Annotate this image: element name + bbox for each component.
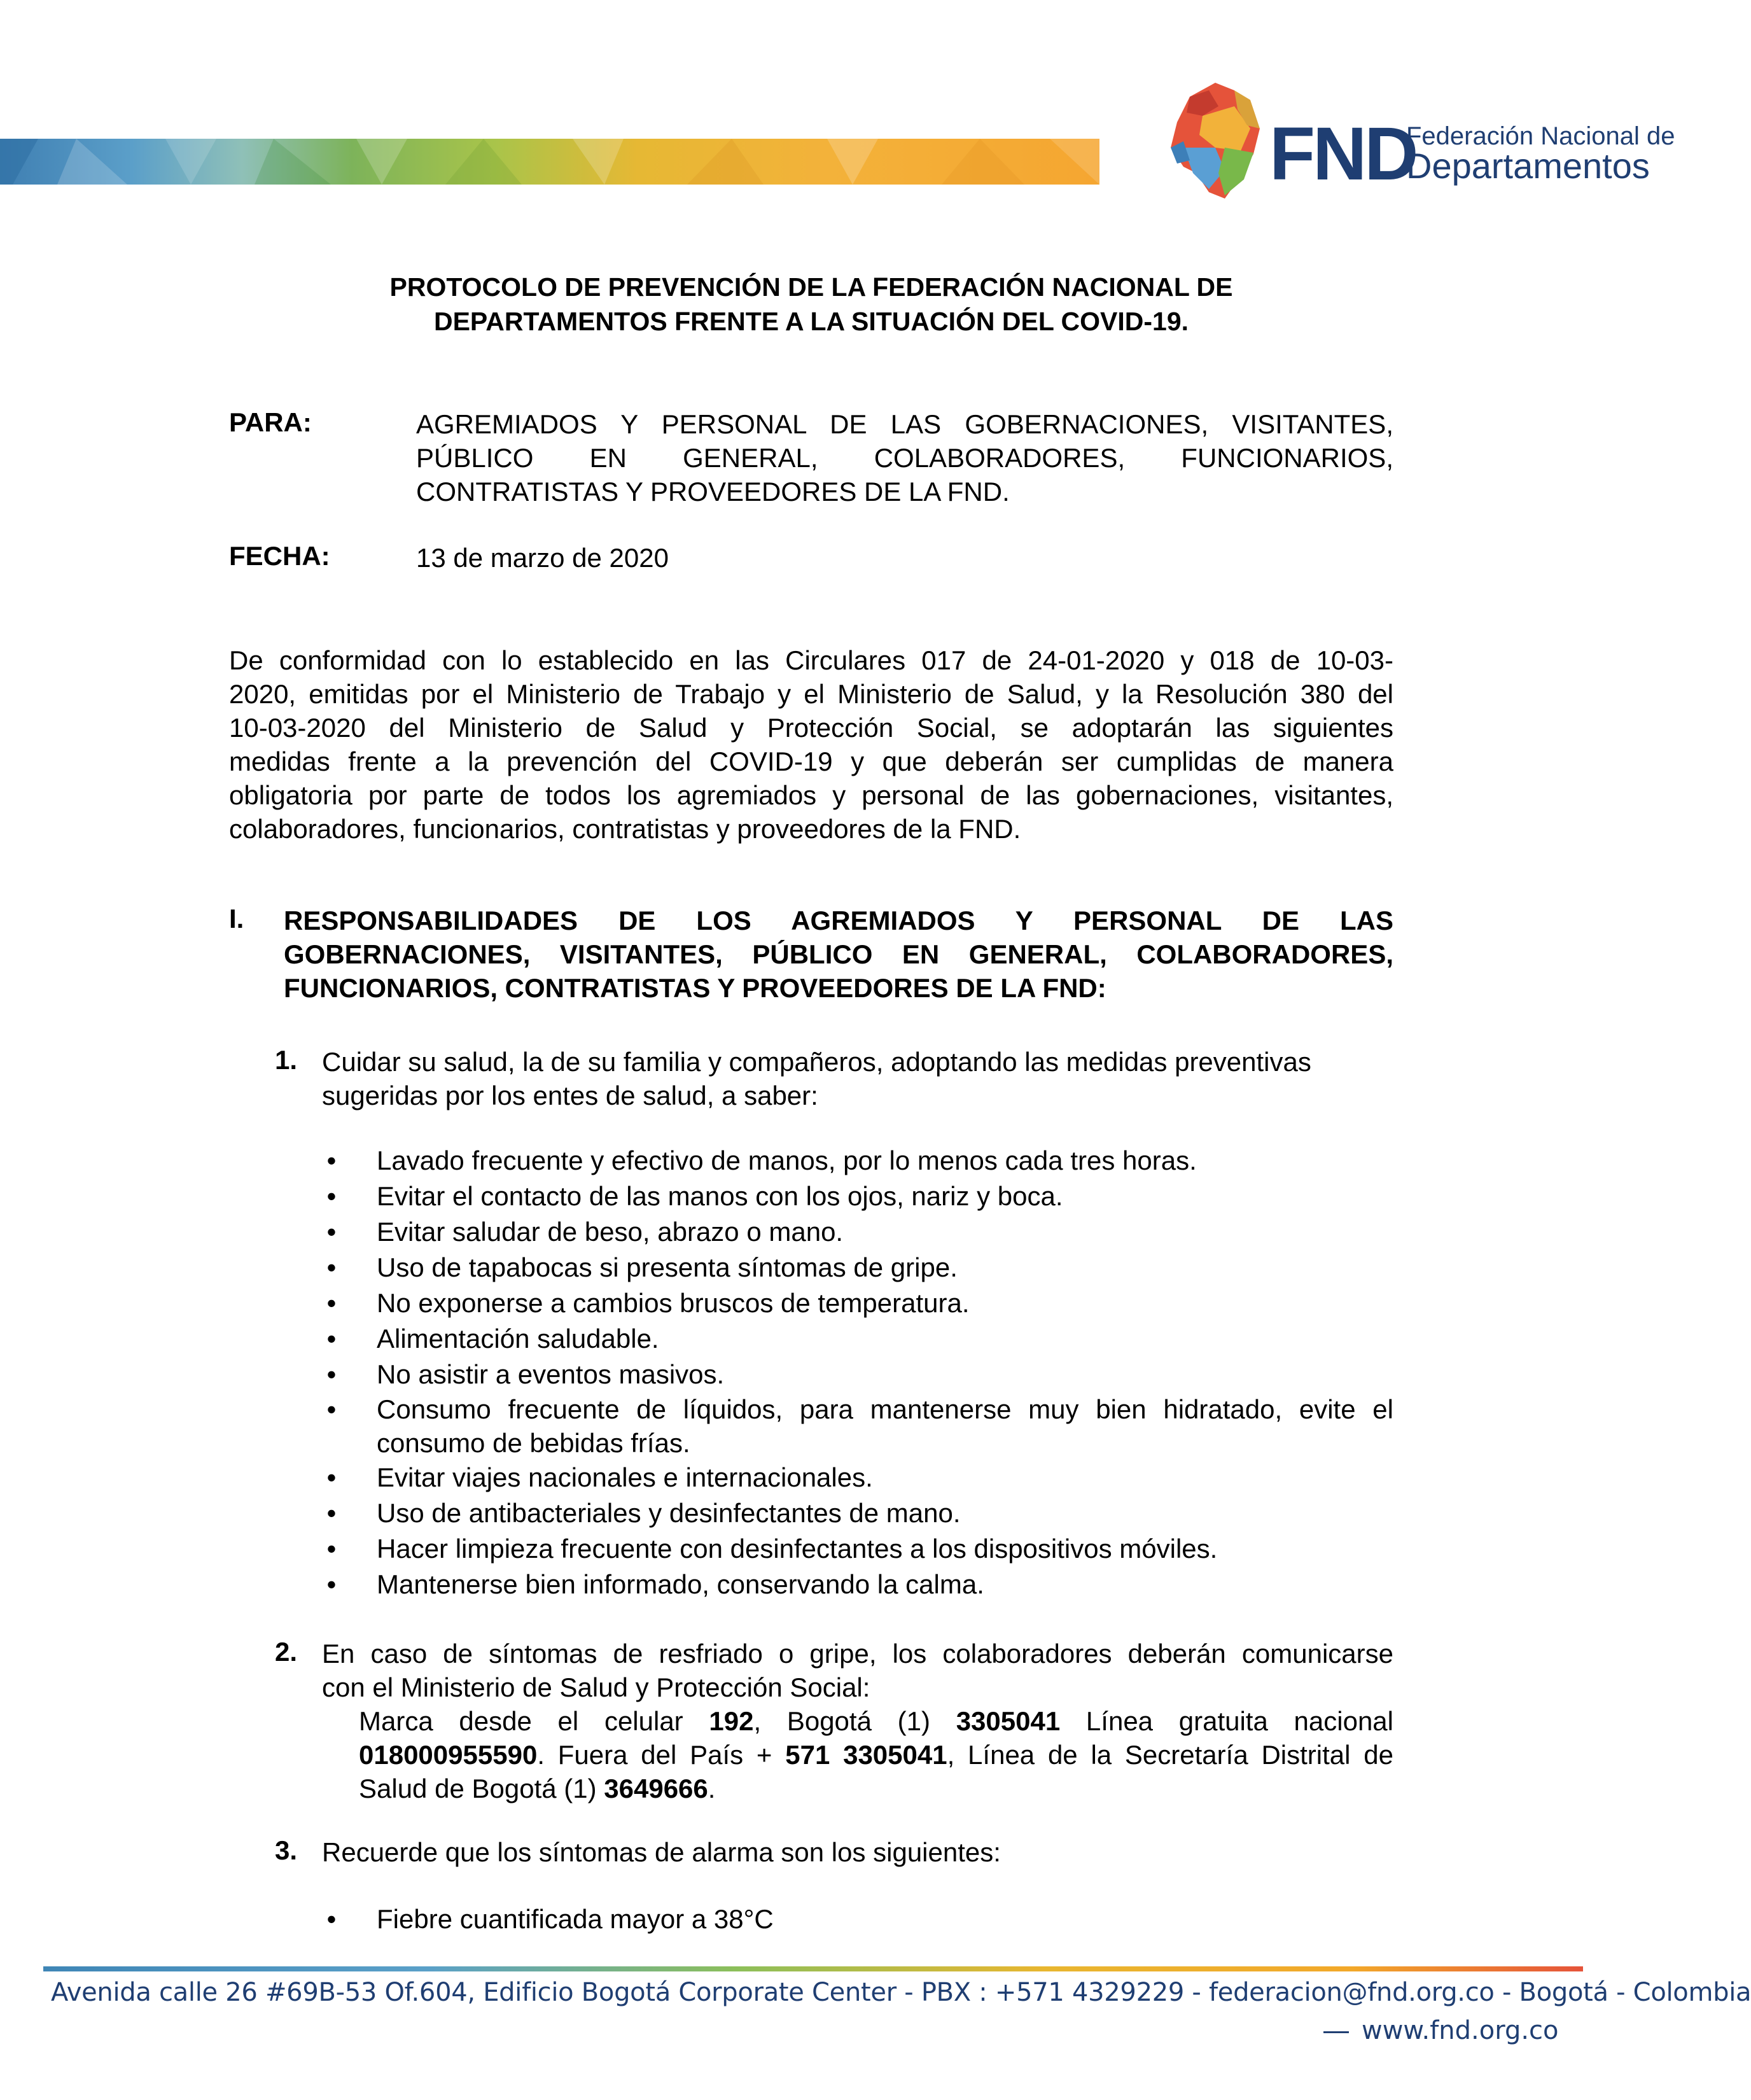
bullet-icon — [322, 1143, 341, 1179]
footer-website-link[interactable]: www.fnd.org.co — [1362, 2016, 1559, 2045]
intro-line: obligatoria por parte de todos los agremiados y personal de las gobernaciones, visitantes, — [229, 780, 1393, 810]
item-2-text — [322, 1637, 1393, 1704]
bullet-icon — [322, 1901, 341, 1937]
item-2-contact-info — [359, 1704, 1393, 1805]
list-item: • Uso de antibacteriales y desinfectantes de mano. — [322, 1495, 1393, 1531]
contact-line: Marca desde el celular 192, Bogotá (1) 3305041 Línea gratuita nacional — [359, 1706, 1393, 1736]
para-line: PÚBLICO EN GENERAL, COLABORADORES, FUNCIONARIOS, — [416, 443, 1393, 473]
title-line: PROTOCOLO DE PREVENCIÓN DE LA FEDERACIÓN NACIONAL DE — [389, 272, 1233, 302]
intro-line: De conformidad con lo establecido en las Circulares 017 de 24-01-2020 y 018 de 10-03- — [229, 645, 1393, 675]
list-item: • Hacer limpieza frecuente con desinfectantes a los dispositivos móviles. — [322, 1531, 1393, 1567]
list-item: • Alimentación saludable. — [322, 1321, 1393, 1357]
bullet-icon — [322, 1357, 341, 1392]
intro-line: colaboradores, funcionarios, contratistas y proveedores de la FND. — [229, 814, 1021, 844]
item-2-line: con el Ministerio de Salud y Protección Social: — [322, 1672, 870, 1702]
bullet-icon — [322, 1531, 341, 1567]
bullet-icon — [322, 1495, 341, 1531]
list-item: • Evitar el contacto de las manos con los ojos, nariz y boca. — [322, 1179, 1393, 1214]
intro-line: 10-03-2020 del Ministerio de Salud y Protección Social, se adoptarán las siguientes — [229, 713, 1393, 743]
list-item: • Evitar saludar de beso, abrazo o mano. — [322, 1214, 1393, 1250]
para-line: AGREMIADOS Y PERSONAL DE LAS GOBERNACIONES, VISITANTES, — [416, 409, 1393, 439]
logo-acronym: FND — [1269, 112, 1416, 196]
bullet-icon — [322, 1567, 341, 1602]
item-1-line: Cuidar su salud, la de su familia y compañeros, adoptando las medidas preventivas — [322, 1047, 1311, 1077]
title-line: DEPARTAMENTOS FRENTE A LA SITUACIÓN DEL COVID-19. — [433, 307, 1189, 336]
intro-paragraph — [229, 643, 1393, 846]
list-item: • No asistir a eventos masivos. — [322, 1357, 1393, 1392]
colombia-map-icon — [1171, 83, 1260, 199]
fnd-logo — [1164, 71, 1675, 218]
footer-website-divider — [1323, 2031, 1349, 2033]
list-item: • No exponerse a cambios bruscos de temperatura. — [322, 1285, 1393, 1321]
bullet-icon — [322, 1179, 341, 1214]
list-item: • Uso de tapabocas si presenta síntomas de gripe. — [322, 1250, 1393, 1285]
bullet-icon — [322, 1250, 341, 1285]
footer-color-line — [43, 1966, 1583, 1971]
item-2-number: 2. — [275, 1637, 298, 1667]
section-title — [284, 904, 1393, 1005]
bullet-icon — [322, 1285, 341, 1321]
contact-line: Salud de Bogotá (1) 3649666. — [359, 1774, 716, 1803]
bullet-icon — [322, 1460, 341, 1495]
list-item: • Lavado frecuente y efectivo de manos, por lo menos cada tres horas. — [322, 1143, 1393, 1179]
section-title-line: GOBERNACIONES, VISITANTES, PÚBLICO EN GENERAL, COLABORADORES, — [284, 939, 1393, 969]
list-item: • Fiebre cuantificada mayor a 38°C — [322, 1901, 1393, 1937]
header-color-band — [0, 139, 1099, 185]
intro-line: medidas frente a la prevención del COVID-19 y que deberán ser cumplidas de manera — [229, 746, 1393, 776]
contact-line: 018000955590. Fuera del País + 571 3305041, Línea de la Secretaría Distrital de — [359, 1740, 1393, 1770]
fecha-label: FECHA: — [229, 541, 330, 571]
item-3-text: Recuerde que los síntomas de alarma son los siguientes: — [322, 1837, 1001, 1867]
bullet-icon — [322, 1392, 341, 1426]
section-title-line: FUNCIONARIOS, CONTRATISTAS Y PROVEEDORES DE LA FND: — [284, 973, 1106, 1003]
item-1-bullet-list — [322, 1143, 1393, 1602]
logo-name-line2: Departamentos — [1406, 146, 1650, 186]
item-3-bullet-list — [322, 1901, 1393, 1937]
list-item: • Mantenerse bien informado, conservando la calma. — [322, 1567, 1393, 1602]
item-1-line: sugeridas por los entes de salud, a saber: — [322, 1081, 818, 1110]
item-3-number: 3. — [275, 1835, 298, 1865]
section-number: I. — [229, 904, 244, 934]
item-1-text — [322, 1045, 1393, 1112]
para-value — [416, 407, 1393, 508]
section-title-line: RESPONSABILIDADES DE LOS AGREMIADOS Y PERSONAL DE LAS — [284, 906, 1393, 935]
footer-address: Avenida calle 26 #69B-53 Of.604, Edificio Bogotá Corporate Center - PBX : +571 4329229 - federacion@fnd.org.co - Bogotá - Colombia — [51, 1978, 1751, 2007]
para-line: CONTRATISTAS Y PROVEEDORES DE LA FND. — [416, 477, 1010, 507]
bullet-icon — [322, 1214, 341, 1250]
logo-name-line1: Federación Nacional de — [1406, 122, 1675, 150]
item-1-number: 1. — [275, 1045, 298, 1075]
intro-line: 2020, emitidas por el Ministerio de Trabajo y el Ministerio de Salud, y la Resolución 380 del — [229, 679, 1393, 709]
item-2-line: En caso de síntomas de resfriado o gripe, los colaboradores deberán comunicarse — [322, 1639, 1393, 1669]
document-title — [229, 270, 1393, 339]
para-label: PARA: — [229, 407, 312, 437]
list-item: • Evitar viajes nacionales e internacionales. — [322, 1460, 1393, 1495]
fecha-value: 13 de marzo de 2020 — [416, 543, 669, 573]
section-responsabilidades — [229, 904, 1393, 1003]
bullet-icon — [322, 1321, 341, 1357]
list-item: • Consumo frecuente de líquidos, para mantenerse muy bien hidratado, evite el consumo de bebidas frías. — [322, 1392, 1393, 1460]
